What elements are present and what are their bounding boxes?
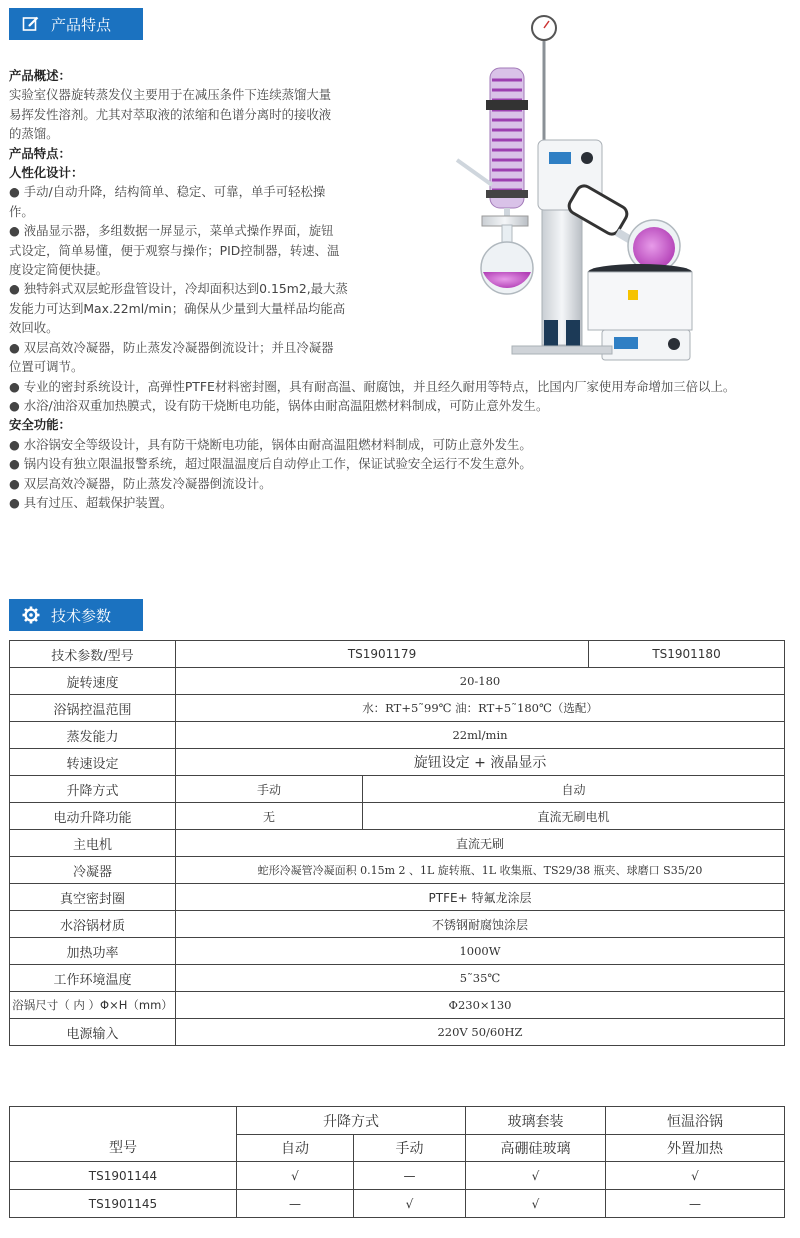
cell-manual: √ (354, 1190, 466, 1218)
table-row (10, 911, 785, 938)
table-row (10, 884, 785, 911)
spec-value: 不锈钢耐腐蚀涂层 (176, 911, 785, 938)
group-bath: 恒温浴锅 (606, 1107, 785, 1135)
overview-heading: 产品概述： (9, 68, 71, 83)
table-row (10, 830, 785, 857)
spec-value-a: 无 (176, 803, 363, 830)
sub-auto: 自动 (237, 1135, 354, 1162)
table-row (10, 1107, 785, 1135)
text-line: ● 锅内设有独立限温报警系统，超过限温温度后自动停止工作，保证试验安全运行不发生意外。 (9, 456, 532, 472)
text-line: ● 手动/自动升降，结构简单、稳定、可靠，单手可轻松操 (9, 184, 326, 200)
group-glass: 玻璃套装 (466, 1107, 606, 1135)
section-title: 产品特点 (51, 15, 112, 34)
section-header-features (9, 8, 143, 40)
group-lift: 升降方式 (237, 1107, 466, 1135)
spec-value-a: 手动 (176, 776, 363, 803)
spec-value: Φ230×130 (176, 992, 785, 1019)
table-row (10, 668, 785, 695)
model-name: TS1901144 (10, 1162, 237, 1190)
spec-value-b: 自动 (363, 776, 785, 803)
spec-label: 工作环境温度 (10, 965, 176, 992)
safety-heading: 安全功能： (9, 417, 71, 433)
cell-auto: — (237, 1190, 354, 1218)
sub-manual: 手动 (354, 1135, 466, 1162)
text-line: 易挥发性溶剂。尤其对萃取液的浓缩和色谱分离时的接收液 (9, 106, 332, 122)
table-row (10, 749, 785, 776)
wide-feature-list (9, 377, 779, 416)
table-row (10, 992, 785, 1019)
section-title: 技术参数 (51, 606, 112, 625)
model-table (9, 1106, 785, 1218)
cell-bath: √ (606, 1162, 785, 1190)
overview-text (9, 85, 355, 143)
spec-table (9, 640, 785, 1046)
text-line: 位置可调节。 (9, 359, 84, 375)
sub-bath: 外置加热 (606, 1135, 785, 1162)
spec-value: 水：RT+5˜99℃ 油：RT+5˜180℃（选配） (176, 695, 785, 722)
spec-label: 电源输入 (10, 1019, 176, 1046)
spec-label: 真空密封圈 (10, 884, 176, 911)
table-row (10, 938, 785, 965)
spec-label: 浴锅尺寸（ 内 ）Φ×H（mm） (10, 992, 176, 1019)
spec-value: 旋钮设定 + 液晶显示 (176, 749, 785, 776)
gear-icon (21, 605, 41, 625)
human-design-heading: 人性化设计： (9, 165, 84, 181)
spec-label: 电动升降功能 (10, 803, 176, 830)
text-line: 式设定，简单易懂，便于观察与操作；PID控制器，转速、温 (9, 242, 340, 258)
spec-value: 蛇形冷凝管冷凝面积 0.15m 2 、1L 旋转瓶、1L 收集瓶、TS29/38 瓶夹、球磨口 S35/20 (176, 857, 785, 884)
model-column-header: 型号 (10, 1107, 237, 1162)
model-a: TS1901179 (176, 641, 589, 668)
human-design-list (9, 182, 355, 376)
text-line: 效回收。 (9, 320, 59, 336)
section-header-specs (9, 599, 143, 631)
text-line: 实验室仪器旋转蒸发仪主要用于在减压条件下连续蒸馏大量 (9, 87, 332, 103)
cell-auto: √ (237, 1162, 354, 1190)
safety-list (9, 435, 779, 513)
text-line: ● 双层高效冷凝器，防止蒸发冷凝器倒流设计；并且冷凝器 (9, 339, 334, 355)
table-row (10, 1162, 785, 1190)
spec-label: 升降方式 (10, 776, 176, 803)
table-row (10, 722, 785, 749)
spec-label: 主电机 (10, 830, 176, 857)
spec-value: 20-180 (176, 668, 785, 695)
cell-bath: — (606, 1190, 785, 1218)
table-row (10, 641, 785, 668)
spec-label: 蒸发能力 (10, 722, 176, 749)
text-line: ● 水浴/油浴双重加热膜式，设有防干烧断电功能，锅体由耐高温阻燃材料制成，可防止意外发生。 (9, 397, 549, 413)
spec-value: 22ml/min (176, 722, 785, 749)
table-row (10, 695, 785, 722)
cell-manual: — (354, 1162, 466, 1190)
spec-value-b: 直流无刷电机 (363, 803, 785, 830)
spec-value: 直流无刷 (176, 830, 785, 857)
edit-icon (21, 14, 41, 34)
spec-label: 加热功率 (10, 938, 176, 965)
table-row (10, 965, 785, 992)
spec-value: 5˜35℃ (176, 965, 785, 992)
text-line: ● 专业的密封系统设计，高弹性PTFE材料密封圈，具有耐高温、耐腐蚀，并且经久耐用等特点，比国内厂家使用寿命增加三倍以上。 (9, 378, 736, 394)
text-line: ● 双层高效冷凝器，防止蒸发冷凝器倒流设计。 (9, 475, 272, 491)
table-row (10, 1019, 785, 1046)
features-heading: 产品特点： (9, 145, 71, 161)
text-line: 发能力可达到Max.22ml/min；确保从少量到大量样品均能高 (9, 300, 346, 316)
table-row (10, 776, 785, 803)
text-line: ● 独特斜式双层蛇形盘管设计，冷却面积达到0.15m2,最大蒸 (9, 281, 348, 297)
spec-value: 1000W (176, 938, 785, 965)
spec-label: 旋转速度 (10, 668, 176, 695)
table-row (10, 857, 785, 884)
spec-value: 220V 50/60HZ (176, 1019, 785, 1046)
sub-glass: 高硼硅玻璃 (466, 1135, 606, 1162)
cell-glass: √ (466, 1162, 606, 1190)
spec-value: PTFE+ 特氟龙涂层 (176, 884, 785, 911)
rotary-evaporator-image (452, 10, 700, 366)
model-name: TS1901145 (10, 1190, 237, 1218)
text-line: 的蒸馏。 (9, 126, 59, 142)
text-line: 度设定简便快捷。 (9, 262, 109, 278)
spec-label: 冷凝器 (10, 857, 176, 884)
text-line: ● 具有过压、超载保护装置。 (9, 494, 173, 510)
spec-label: 转速设定 (10, 749, 176, 776)
spec-header-label: 技术参数/型号 (10, 641, 176, 668)
spec-label: 浴锅控温范围 (10, 695, 176, 722)
model-b: TS1901180 (589, 641, 785, 668)
table-row (10, 1190, 785, 1218)
cell-glass: √ (466, 1190, 606, 1218)
text-line: ● 水浴锅安全等级设计，具有防干烧断电功能，锅体由耐高温阻燃材料制成，可防止意外发生。 (9, 436, 532, 452)
text-line: ● 液晶显示器，多组数据一屏显示，菜单式操作界面，旋钮 (9, 223, 334, 239)
text-line: 作。 (9, 203, 34, 219)
spec-label: 水浴锅材质 (10, 911, 176, 938)
table-row (10, 803, 785, 830)
